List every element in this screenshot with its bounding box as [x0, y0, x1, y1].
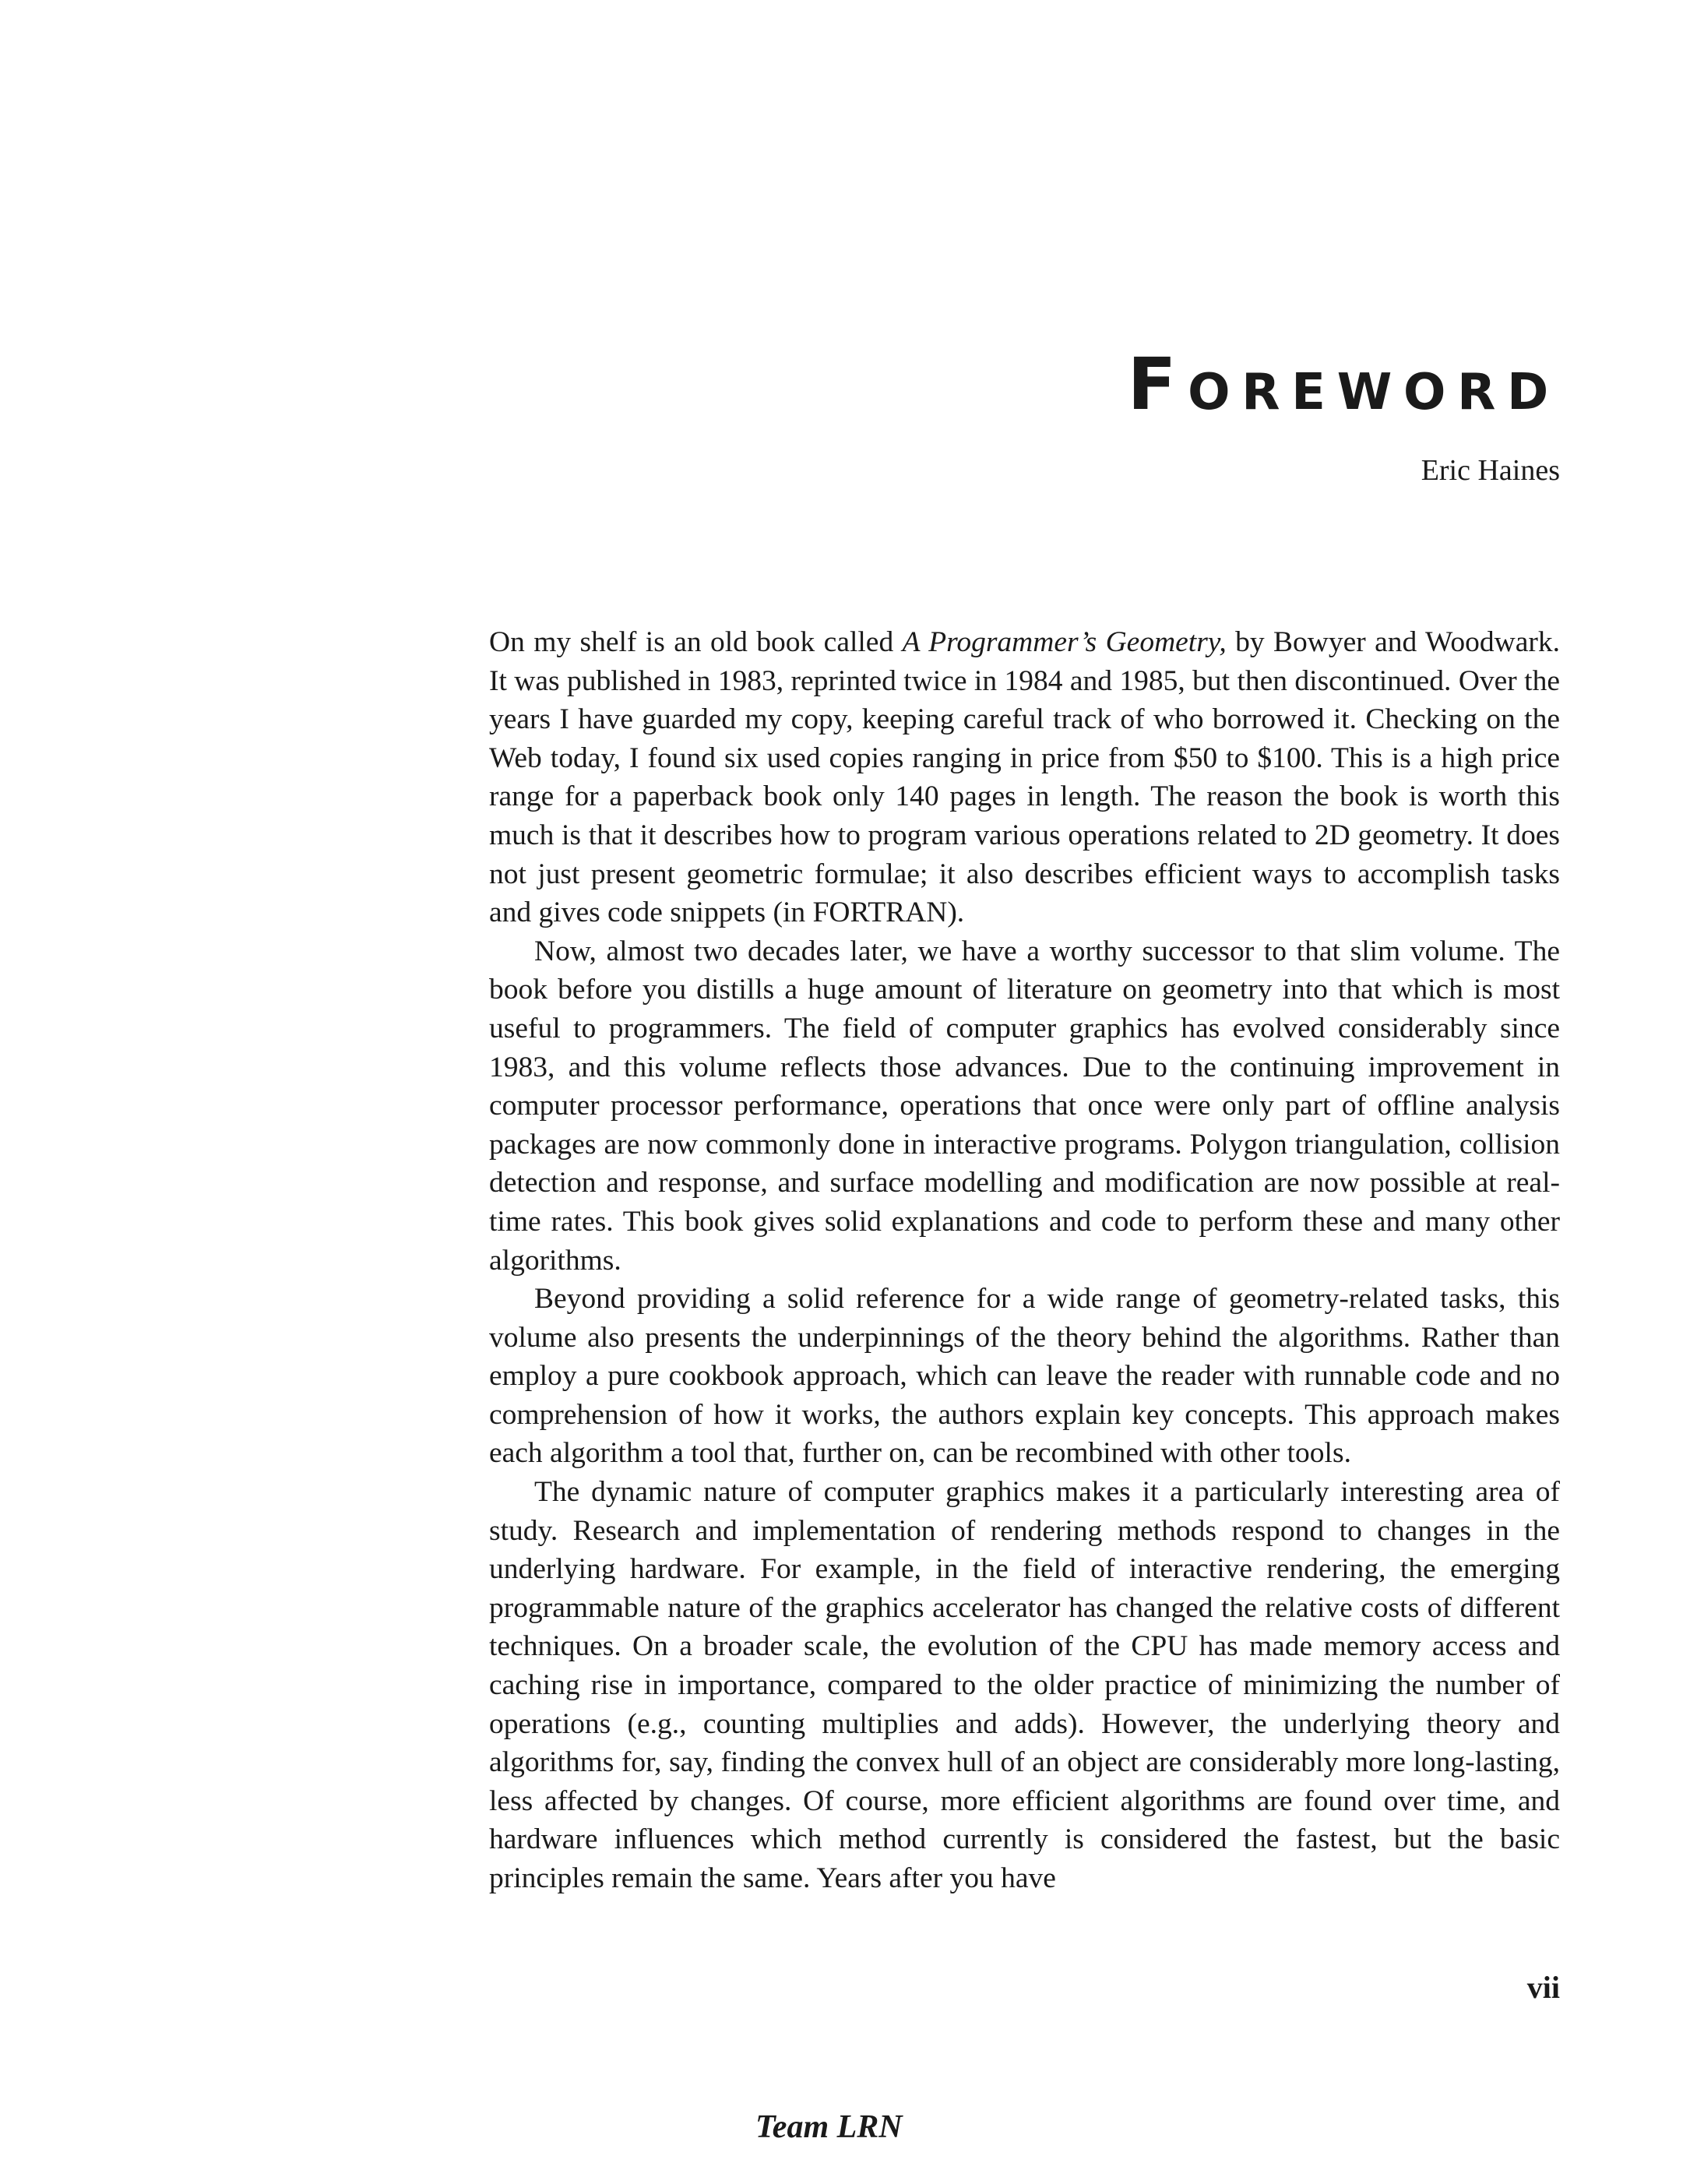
paragraph-1-lead: On my shelf is an old book called [489, 626, 903, 658]
paragraph-2: Now, almost two decades later, we have a worthy successor to that slim volume. The book before you distills a huge amount of literature on geometry into that which is most useful to programmers. The field of computer graphics has evolved considerably since 1983, and this volume reflects those advances. Due to the continuing improvement in computer processor performance, operations that once were only part of offline analysis packages are now commonly done in interactive programs. Polygon triangulation, collision detection and response, and surface modelling and modification are now possible at real-time rates. This book gives solid explanations and code to perform these and many other algorithms. [489, 935, 1560, 1277]
book-title: A Programmer’s Geometry, [902, 626, 1227, 658]
paragraph-1-rest: by Bowyer and Woodwark. It was published in 1983, reprinted twice in 1984 and 1985, but then discontinued. Over the years I have guarded my copy, keeping careful track of who borrowed it. Checking on the Web today, I found six used copies ranging in price from $50 to $100. This is a high price range for a paperback book only 140 pages in length. The reason the book is worth this much is that it describes how to program various operations related to 2D geometry. It does not just present geometric formulae; it also describes efficient ways to accomplish tasks and gives code snippets (in FORTRAN). [489, 626, 1560, 929]
foreword-body [489, 623, 1560, 1898]
page-number: vii [1526, 1970, 1560, 2005]
paragraph-4: The dynamic nature of computer graphics makes it a particularly interesting area of study. Research and implementation of rendering methods respond to changes in the underlying hardware. For example, in the field of interactive rendering, the emerging programmable nature of the graphics accelerator has changed the relative costs of different techniques. On a broader scale, the evolution of the CPU has made memory access and caching rise in importance, compared to the older practice of minimizing the number of operations (e.g., counting multiplies and adds). However, the underlying theory and algorithms for, say, finding the convex hull of an object are considerably more long-lasting, less affected by changes. Of course, more efficient algorithms are found over time, and hardware influences which method currently is considered the fastest, but the basic principles remain the same. Years after you have [489, 1476, 1560, 1894]
paragraph-3: Beyond providing a solid reference for a wide range of geometry-related tasks, this volume also presents the underpinnings of the theory behind the algorithms. Rather than employ a pure cookbook approach, which can leave the reader with runnable code and no comprehension of how it works, the authors explain key concepts. This approach makes each algorithm a tool that, further on, can be recombined with other tools. [489, 1283, 1560, 1470]
author-name: Eric Haines [1421, 454, 1560, 487]
chapter-title: Foreword [1127, 343, 1560, 426]
paragraph-1 [489, 623, 1560, 932]
footer-watermark: Team LRN [755, 2109, 903, 2145]
